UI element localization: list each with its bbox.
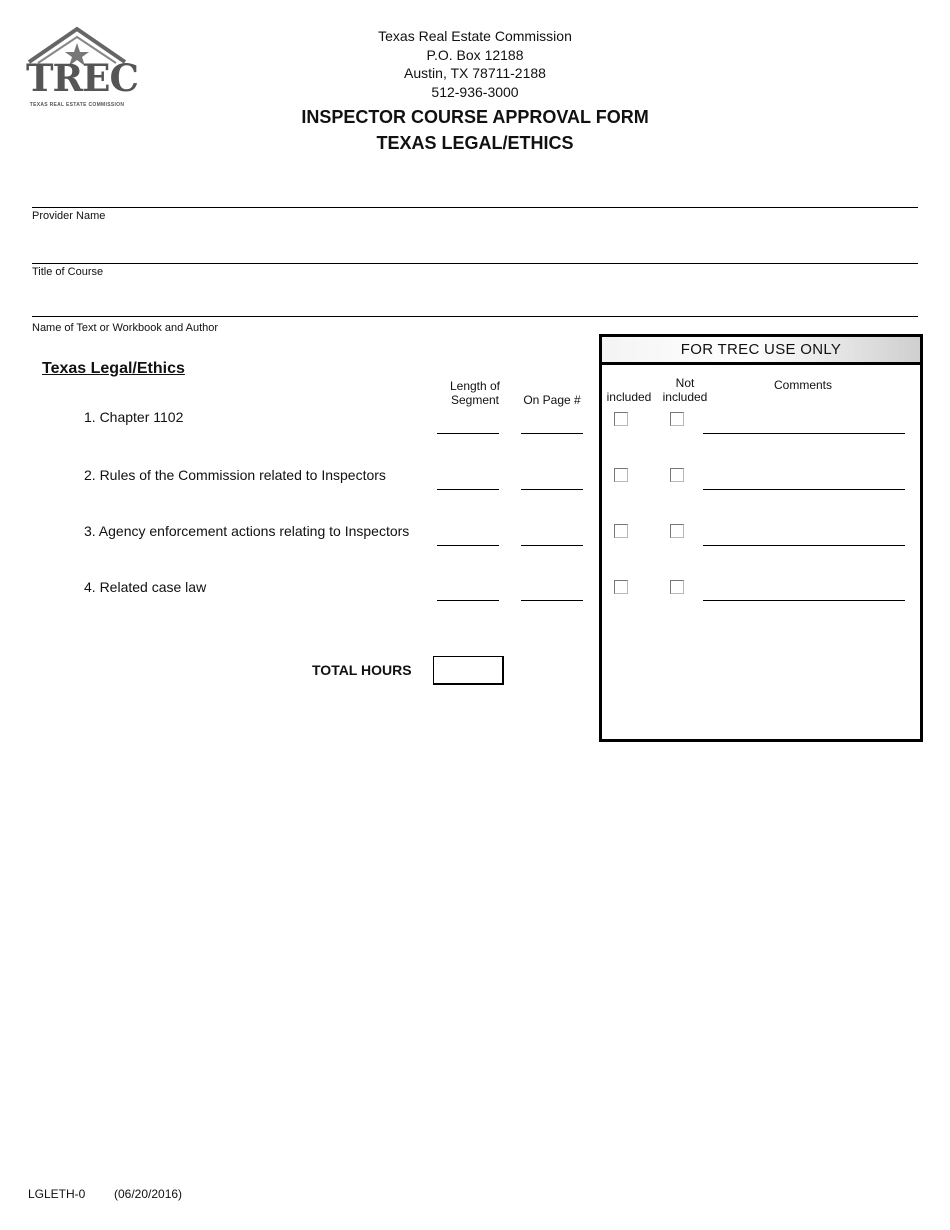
col-length-line1: Length of xyxy=(449,379,501,393)
provider-name-field[interactable] xyxy=(32,207,918,208)
item-agency-enforcement: 3. Agency enforcement actions relating to Inspectors xyxy=(84,523,410,539)
form-title: INSPECTOR COURSE APPROVAL FORM xyxy=(301,107,649,127)
item-rules-commission: 2. Rules of the Commission related to Inspectors xyxy=(84,467,386,483)
not-included-checkbox-1[interactable] xyxy=(670,412,684,426)
included-checkbox-2[interactable] xyxy=(614,468,628,482)
included-checkbox-4[interactable] xyxy=(614,580,628,594)
logo-subtext: TEXAS REAL ESTATE COMMISSION xyxy=(29,102,125,108)
length-field-2[interactable] xyxy=(437,489,499,490)
col-length-header xyxy=(438,379,512,407)
org-name: Texas Real Estate Commission xyxy=(378,28,572,44)
not-included-line1: Not xyxy=(675,376,695,390)
text-author-label: Name of Text or Workbook and Author xyxy=(32,322,219,334)
not-included-checkbox-2[interactable] xyxy=(670,468,684,482)
included-checkbox-1[interactable] xyxy=(614,412,628,426)
phone: 512-936-3000 xyxy=(431,84,519,100)
item-case-law: 4. Related case law xyxy=(84,579,207,595)
logo-wordmark: TREC xyxy=(26,56,138,100)
page-field-1[interactable] xyxy=(521,433,583,434)
city-address: Austin, TX 78711-2188 xyxy=(404,65,546,81)
comments-field-4[interactable] xyxy=(703,600,905,601)
po-box: P.O. Box 12188 xyxy=(426,47,524,63)
comments-field-1[interactable] xyxy=(703,433,905,434)
page-field-3[interactable] xyxy=(521,545,583,546)
col-length-line2: Segment xyxy=(450,393,500,407)
comments-header: Comments xyxy=(773,378,832,392)
not-included-checkbox-3[interactable] xyxy=(670,524,684,538)
length-field-4[interactable] xyxy=(437,600,499,601)
provider-name-label: Provider Name xyxy=(32,210,106,222)
comments-field-2[interactable] xyxy=(703,489,905,490)
total-hours-field[interactable] xyxy=(433,656,504,685)
length-field-1[interactable] xyxy=(437,433,499,434)
form-subtitle: TEXAS LEGAL/ETHICS xyxy=(376,133,574,153)
trec-use-title: FOR TREC USE ONLY xyxy=(599,334,923,365)
page-field-4[interactable] xyxy=(521,600,583,601)
form-code: LGLETH-0 xyxy=(28,1187,86,1201)
text-author-field[interactable] xyxy=(32,316,918,317)
item-chapter-1102: 1. Chapter 1102 xyxy=(84,409,184,425)
page-field-2[interactable] xyxy=(521,489,583,490)
col-page-header: On Page # xyxy=(523,393,581,407)
not-included-line2: included xyxy=(662,390,708,404)
total-hours-label: TOTAL HOURS xyxy=(312,662,412,678)
course-title-label: Title of Course xyxy=(32,266,104,278)
length-field-3[interactable] xyxy=(437,545,499,546)
not-included-header xyxy=(658,376,712,404)
included-checkbox-3[interactable] xyxy=(614,524,628,538)
section-title: Texas Legal/Ethics xyxy=(42,360,185,377)
form-date: (06/20/2016) xyxy=(114,1187,183,1201)
comments-field-3[interactable] xyxy=(703,545,905,546)
course-title-field[interactable] xyxy=(32,263,918,264)
included-header: included xyxy=(606,390,652,404)
not-included-checkbox-4[interactable] xyxy=(670,580,684,594)
